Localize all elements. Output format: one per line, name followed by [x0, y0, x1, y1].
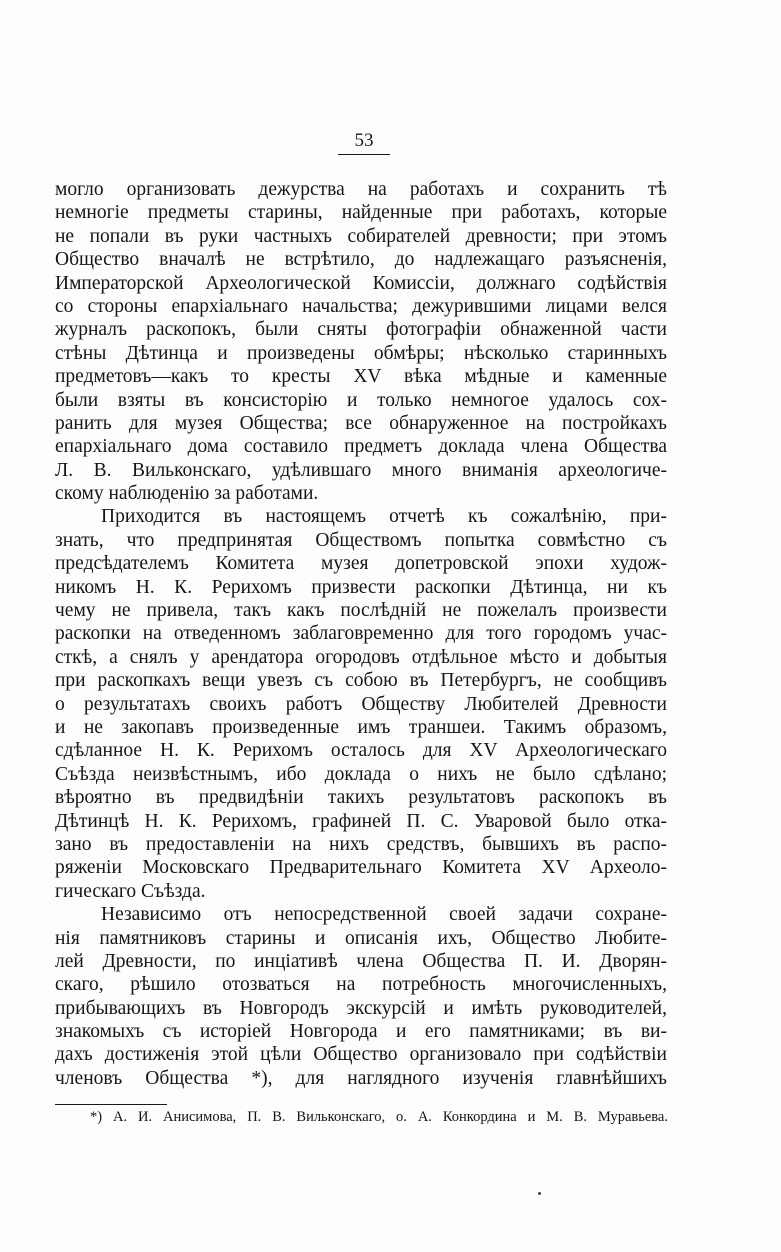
text-line: дахъ достиженія этой цѣли Общество организовало при содѣйствіи [55, 1044, 667, 1066]
paragraph-1 [55, 178, 667, 505]
text-line: предсѣдателемъ Комитета музея допетровской эпохи худож- [55, 553, 667, 575]
text-line: ряженіи Московскаго Предварительнаго Комитета XV Археоло- [55, 857, 667, 879]
text-line: вѣроятно въ предвидѣніи такихъ результатовъ раскопокъ въ [55, 787, 667, 809]
page-number: 53 [338, 130, 390, 155]
text-line: раскопки на отведенномъ заблаговременно для того городомъ учас- [55, 623, 667, 645]
text-line: лей Древности, по инціативѣ члена Общества П. И. Дворян- [55, 950, 667, 972]
text-line: Общество вначалѣ не встрѣтило, до надлежащаго разъясненія, [55, 249, 667, 271]
text-line: Приходится въ настоящемъ отчетѣ къ сожалѣнію, при- [101, 506, 667, 528]
text-line: епархіальнаго дома составило предметъ доклада члена Общества [55, 436, 667, 458]
text-line: были взяты въ консисторію и только немногое удалось сох- [55, 389, 667, 411]
text-line: ранить для музея Общества; все обнаруженное на постройкахъ [55, 412, 667, 434]
text-line: членовъ Общества *), для наглядного изученія главнѣйшихъ [55, 1067, 667, 1089]
text-line: Императорской Археологической Комиссіи, должнаго содѣйствія [55, 272, 667, 294]
text-line: никомъ Н. К. Рерихомъ призвести раскопки Дѣтинца, ни къ [55, 576, 667, 598]
text-line: Независимо отъ непосредственной своей задачи сохране- [101, 904, 667, 926]
text-line: и не закопавъ произведенные имъ траншеи. Такимъ образомъ, [55, 716, 667, 738]
text-line: не попали въ руки частныхъ собирателей древности; при этомъ [55, 225, 667, 247]
text-line: о результатахъ своихъ работъ Обществу Любителей Древности [55, 693, 667, 715]
body-text [55, 178, 667, 1090]
text-line: Съѣзда неизвѣстнымъ, ибо доклада о нихъ не было сдѣлано; [55, 763, 667, 785]
text-line: зано въ предоставленіи на нихъ средствъ, бывшихъ въ распо- [55, 833, 667, 855]
text-line: скаго, рѣшило отозваться на потребность многочисленныхъ, [55, 974, 667, 996]
text-line: знакомыхъ съ исторіей Новгорода и его памятниками; въ ви- [55, 1021, 667, 1043]
text-line: могло организовать дежурства на работахъ и сохранить тѣ [55, 179, 667, 200]
text-line: знать, что предпринятая Обществомъ попытка совмѣстно съ [55, 529, 667, 551]
text-line: нія памятниковъ старины и описанія ихъ, Общество Любите- [55, 927, 667, 949]
paragraph-3 [55, 903, 667, 1090]
text-line: прибывающихъ въ Новгородъ экскурсій и имѣть руководителей, [55, 997, 667, 1019]
text-line: скому наблюденію за работами. [55, 483, 319, 505]
footnote: *) А. И. Анисимова, П. В. Вильконскаго, о. А. Конкордина и М. В. Муравьева. [90, 1109, 668, 1125]
text-line: немногіе предметы старины, найденные при работахъ, которые [55, 202, 667, 224]
text-line: при раскопкахъ вещи увезъ съ собою въ Петербургъ, не сообщивъ [55, 670, 667, 692]
text-line: гическаго Съѣзда. [55, 880, 206, 902]
footnote-divider [55, 1104, 167, 1105]
text-line: сдѣланное Н. К. Рерихомъ осталось для XV Археологическаго [55, 740, 667, 762]
text-line: со стороны епархіальнаго начальства; дежурившими лицами велся [55, 295, 667, 317]
text-line: предметовъ—какъ то кресты XV вѣка мѣдные и каменные [55, 366, 667, 388]
text-line: сткѣ, а снялъ у арендатора огородовъ отдѣльное мѣсто и добытыя [55, 646, 667, 668]
paragraph-2 [55, 505, 667, 903]
text-line: журналъ раскопокъ, были сняты фотографіи обнаженной части [55, 319, 667, 341]
paper-speck [538, 1192, 541, 1195]
text-line: чему не привела, такъ какъ послѣдній не пожелалъ произвести [55, 600, 667, 622]
text-line: Дѣтинцѣ Н. К. Рерихомъ, графиней П. С. Уваровой было отка- [55, 810, 667, 832]
text-line: Л. В. Вильконскаго, удѣлившаго много вниманія археологиче- [55, 459, 667, 481]
text-line: стѣны Дѣтинца и произведены обмѣры; нѣсколько старинныхъ [55, 342, 667, 364]
